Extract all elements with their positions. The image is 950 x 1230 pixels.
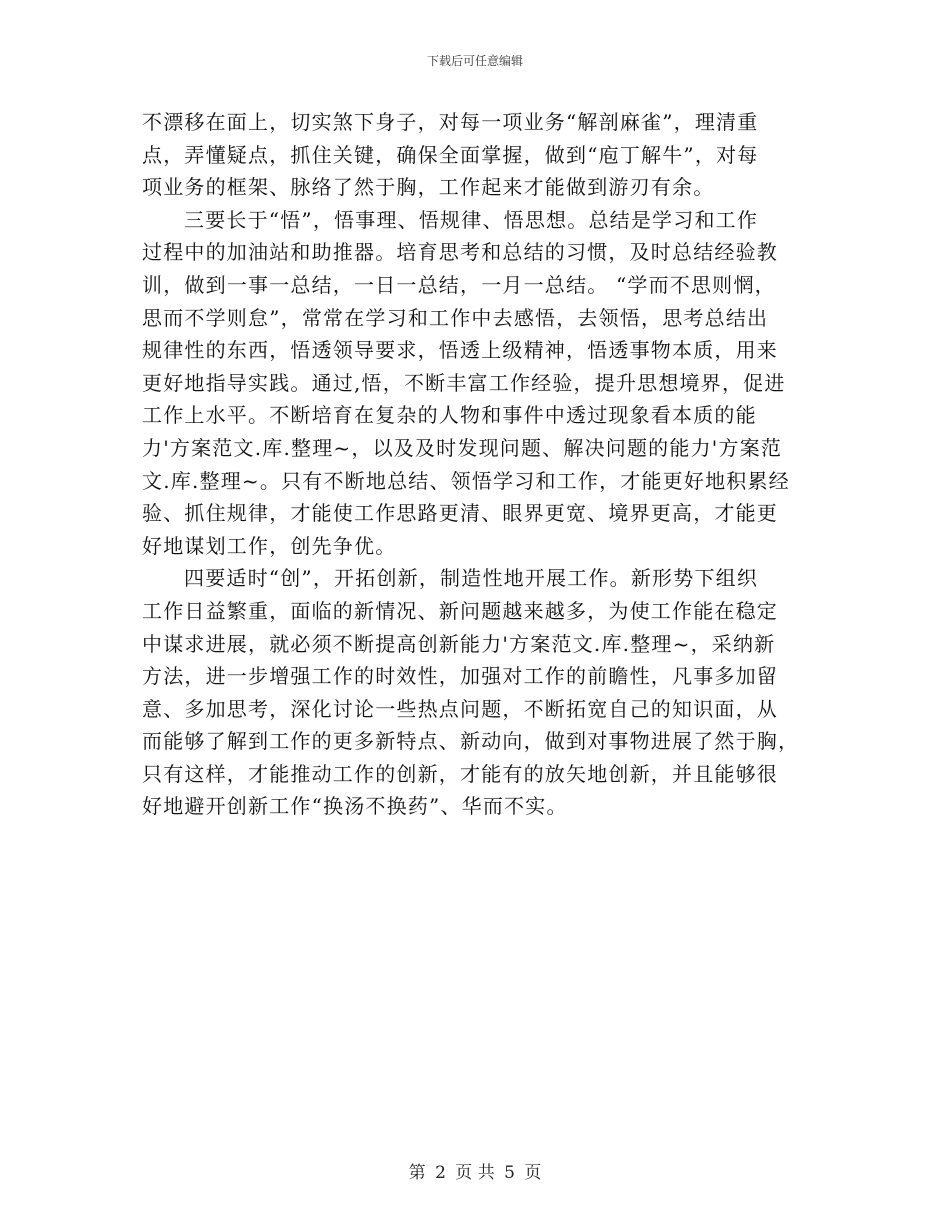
- paragraph-start-line: 四要适时“创”，开拓创新，制造性地开展工作。新形势下组织: [184, 566, 759, 591]
- text-line: 意、多加思考，深化讨论一些热点问题，不断拓宽自己的知识面，从: [142, 696, 778, 721]
- text-line: 过程中的加油站和助推器。培育思考和总结的习惯，及时总结经验教: [142, 240, 778, 265]
- text-line: 好地谋划工作，创先争优。: [142, 533, 397, 558]
- text-line: 只有这样，才能推动工作的创新，才能有的放矢地创新，并且能够很: [142, 761, 778, 786]
- paragraph-start-line: 三要长于“悟”，悟事理、悟规律、悟思想。总结是学习和工作: [184, 207, 759, 232]
- document-body: [142, 106, 814, 823]
- text-line: 更好地指导实践。通过,悟，不断丰富工作经验，提升思想境界，促进: [142, 370, 786, 395]
- text-line: 项业务的框架、脉络了然于胸，工作起来才能做到游刃有余。: [142, 175, 715, 200]
- text-line: 好地避开创新工作“换汤不换药”、华而不实。: [142, 794, 568, 819]
- page-footer: [0, 1158, 950, 1183]
- page-header: 下载后可任意编辑: [426, 54, 523, 68]
- text-line: 不漂移在面上，切实煞下身子，对每一项业务“解剖麻雀”，理清重: [142, 110, 759, 134]
- current-page-number: 2: [435, 1163, 446, 1183]
- text-line: 方法，进一步增强工作的时效性，加强对工作的前瞻性，凡事多加留: [142, 664, 778, 689]
- footer-prefix: 第: [408, 1163, 426, 1183]
- text-line: 思而不学则怠”，常常在学习和工作中去感悟，去领悟，思考总结出: [142, 305, 769, 330]
- text-line: 工作上水平。不断培育在复杂的人物和事件中透过现象看本质的能: [142, 403, 757, 428]
- text-line: 点，弄懂疑点，抓住关键，确保全面掌握，做到“庖丁解牛”，对每: [142, 142, 759, 167]
- text-line: 工作日益繁重，面临的新情况、新问题越来越多，为使工作能在稳定: [142, 598, 778, 623]
- text-line: 验、抓住规律，才能使工作思路更清、眼界更宽、境界更高，才能更: [142, 501, 778, 526]
- text-line: 而能够了解到工作的更多新特点、新动向，做到对事物进展了然于胸，: [142, 729, 800, 754]
- total-page-count: 5: [504, 1163, 515, 1183]
- footer-middle: 页 共: [455, 1163, 495, 1183]
- footer-suffix: 页: [524, 1163, 542, 1183]
- text-line: 规律性的东西，悟透领导要求，悟透上级精神，悟透事物本质，用来: [142, 338, 778, 363]
- text-line: 文.库.整理~。只有不断地总结、领悟学习和工作，才能更好地积累经: [142, 468, 790, 493]
- text-line: 训，做到一事一总结，一日一总结，一月一总结。 “学而不思则惘，: [142, 272, 776, 297]
- text-line: 中谋求进展，就必须不断提高创新能力'方案范文.库.整理~，采纳新: [142, 631, 776, 656]
- text-line: 力'方案范文.库.整理~，以及及时发现问题、解决问题的能力'方案范: [142, 435, 783, 460]
